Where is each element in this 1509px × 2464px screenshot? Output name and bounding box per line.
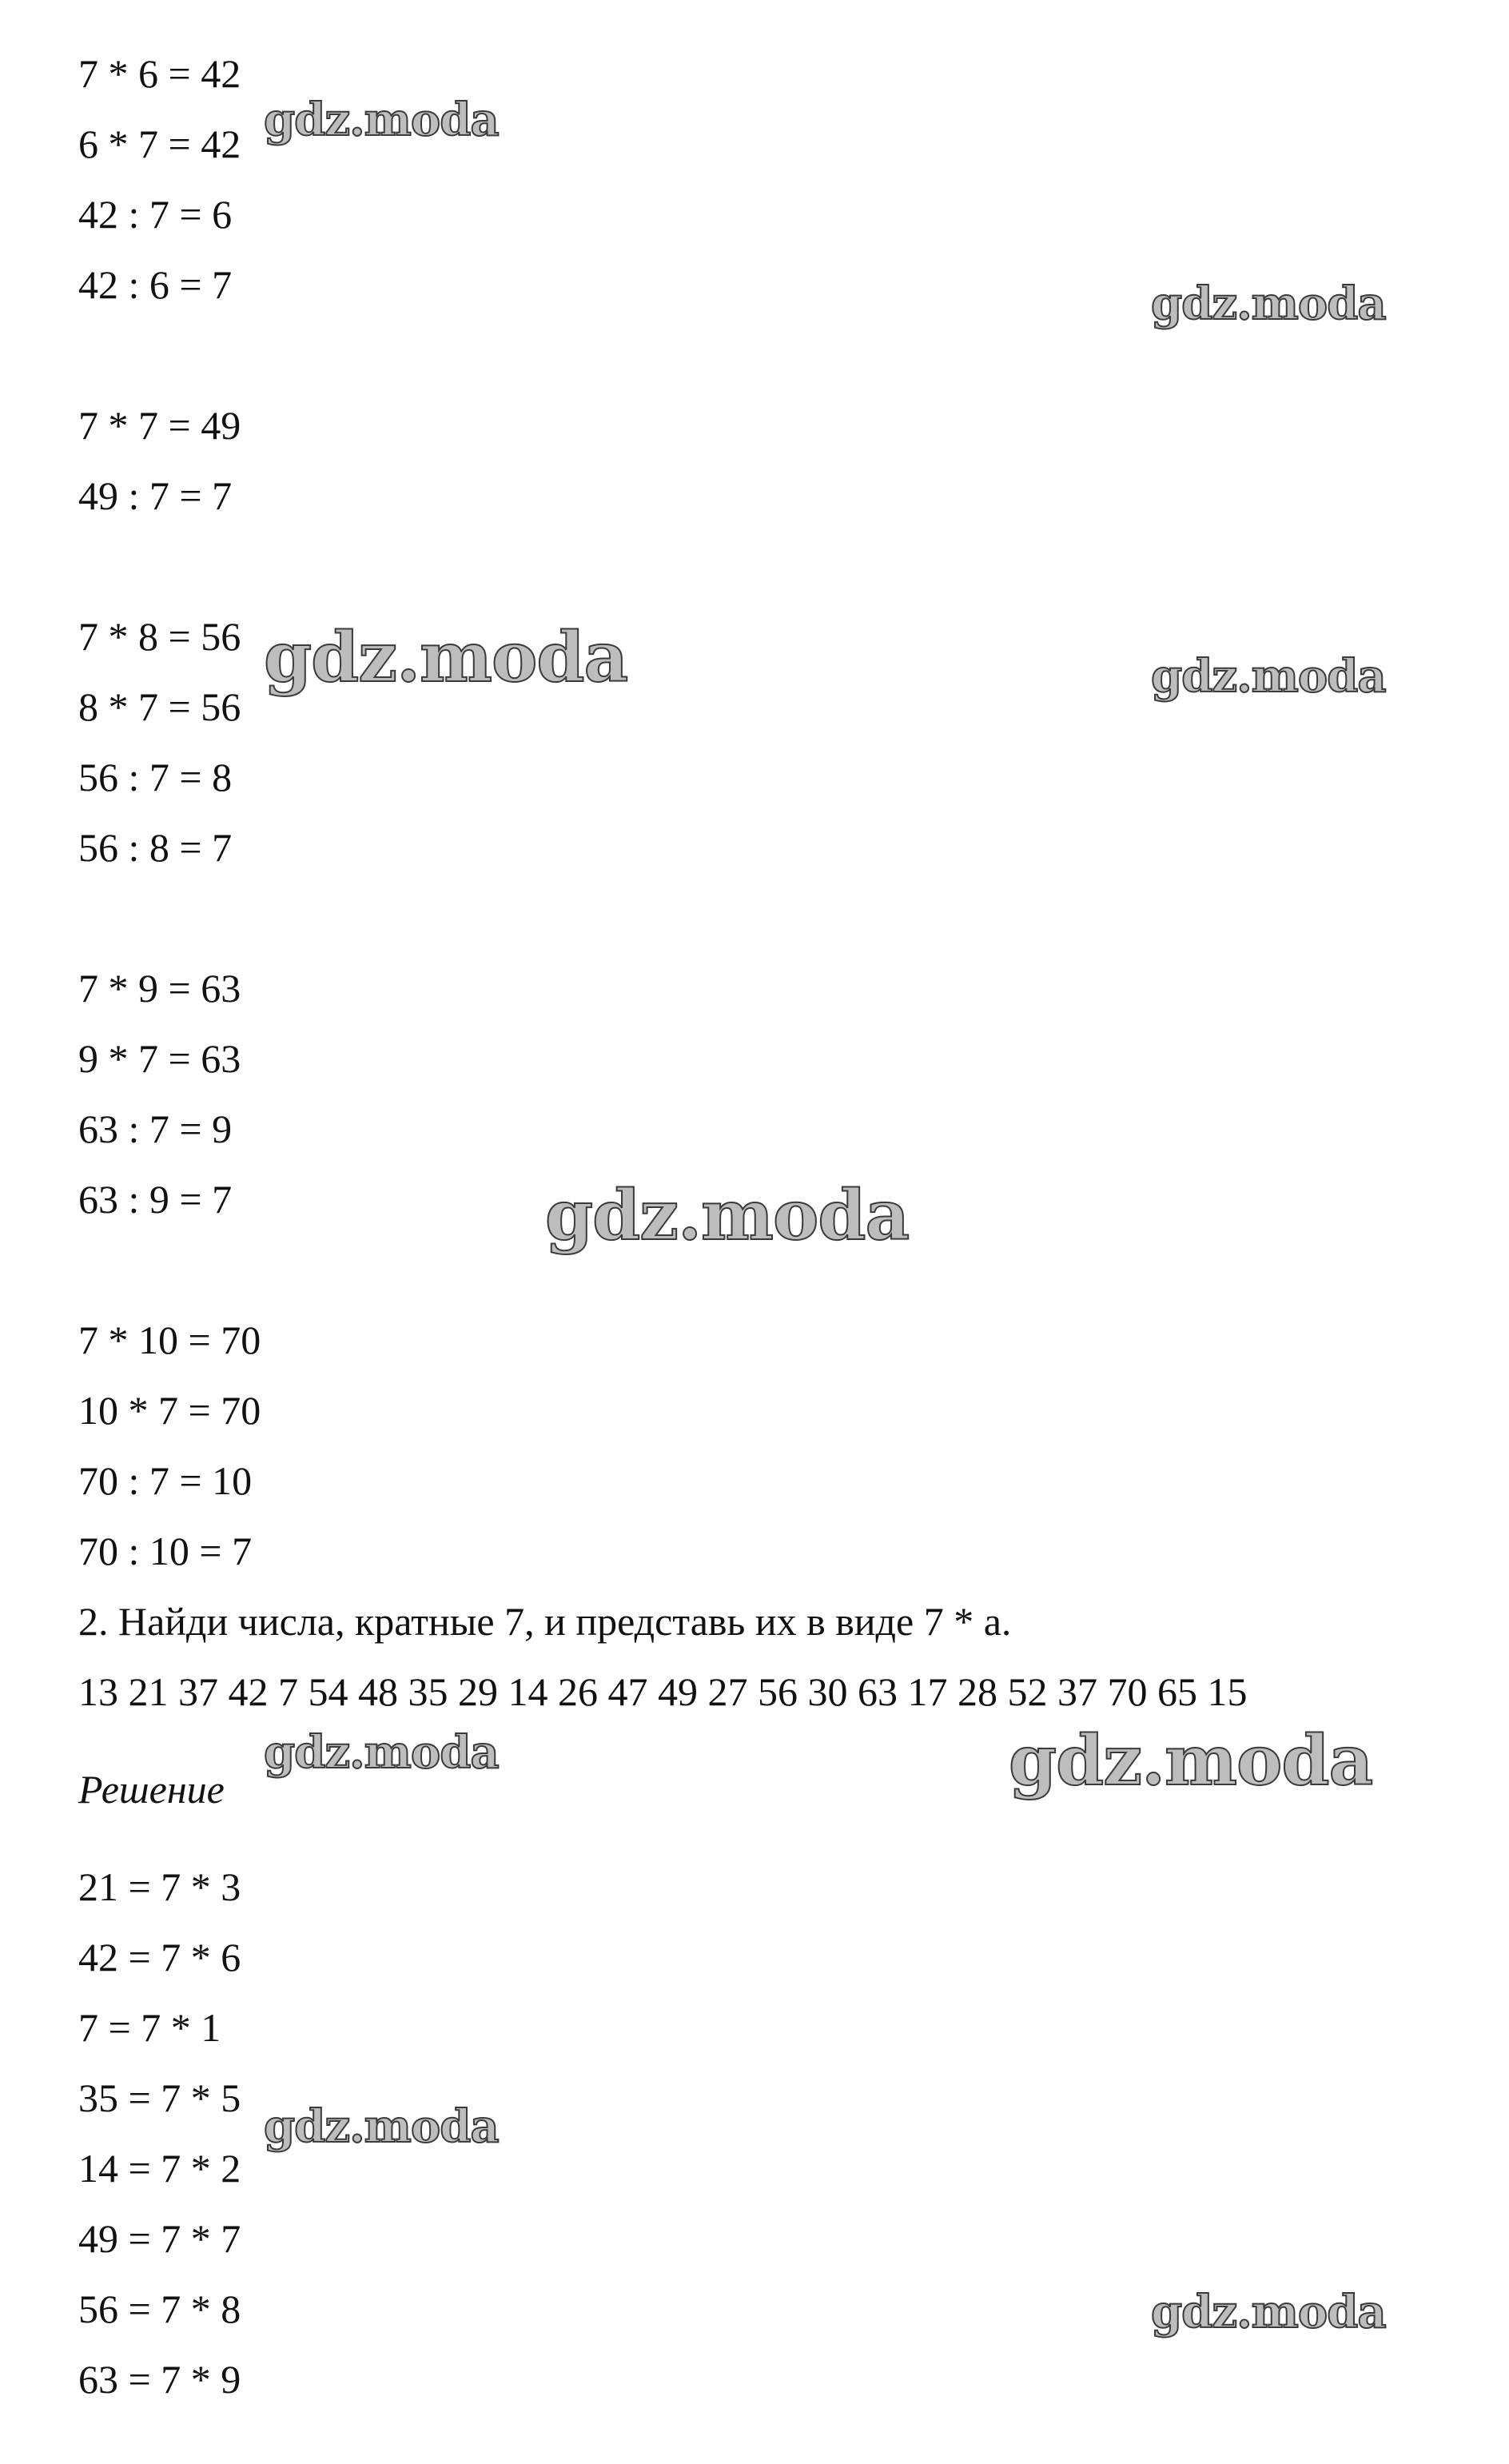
equation-line: 7 * 8 = 56 <box>78 614 241 659</box>
watermark: gdz.moda <box>1151 277 1386 330</box>
equation-line: 35 = 7 * 5 <box>78 2075 241 2120</box>
watermark: gdz.moda <box>264 94 499 146</box>
equation-line: 7 * 9 = 63 <box>78 966 241 1011</box>
number-sequence: 13 21 37 42 7 54 48 35 29 14 26 47 49 27 56 30 63 17 28 52 37 70 65 15 <box>78 1669 1248 1714</box>
equation-line: 42 : 7 = 6 <box>78 192 233 237</box>
equation-line: 42 = 7 * 6 <box>78 1935 241 1980</box>
equation-line: 7 * 6 = 42 <box>78 51 241 96</box>
equation-line: 7 * 10 = 70 <box>78 1318 261 1362</box>
equation-line: 63 : 7 = 9 <box>78 1106 233 1151</box>
equation-line: 7 = 7 * 1 <box>78 2005 221 2050</box>
equation-line: 21 = 7 * 3 <box>78 1864 241 1909</box>
equation-line: 63 = 7 * 9 <box>78 2357 241 2402</box>
equation-line: 9 * 7 = 63 <box>78 1036 241 1081</box>
equation-line: 7 * 7 = 49 <box>78 403 241 448</box>
watermark: gdz.moda <box>264 2100 499 2153</box>
equation-line: 42 : 6 = 7 <box>78 262 233 307</box>
equation-line: 63 : 9 = 7 <box>78 1177 233 1222</box>
equation-line: 49 : 7 = 7 <box>78 473 233 518</box>
watermark: gdz.moda <box>1151 650 1386 703</box>
equation-line: 8 * 7 = 56 <box>78 684 241 729</box>
equation-line: 10 * 7 = 70 <box>78 1388 261 1433</box>
watermark: gdz.moda <box>1009 1720 1373 1801</box>
watermark: gdz.moda <box>264 1726 499 1779</box>
equation-line: 70 : 7 = 10 <box>78 1458 253 1503</box>
watermark: gdz.moda <box>545 1175 910 1256</box>
watermark: gdz.moda <box>1151 2286 1386 2338</box>
equation-line: 6 * 7 = 42 <box>78 122 241 166</box>
equation-line: 56 : 8 = 7 <box>78 825 233 870</box>
equation-line: 14 = 7 * 2 <box>78 2146 241 2191</box>
equation-line: 70 : 10 = 7 <box>78 1529 253 1573</box>
watermark: gdz.moda <box>264 617 628 698</box>
equation-line: 56 : 7 = 8 <box>78 755 233 799</box>
task-heading: 2. Найди числа, кратные 7, и представь их в виде 7 * а. <box>78 1599 1012 1644</box>
solution-label: Решение <box>78 1767 225 1812</box>
equation-line: 56 = 7 * 8 <box>78 2287 241 2331</box>
equation-line: 49 = 7 * 7 <box>78 2216 241 2261</box>
